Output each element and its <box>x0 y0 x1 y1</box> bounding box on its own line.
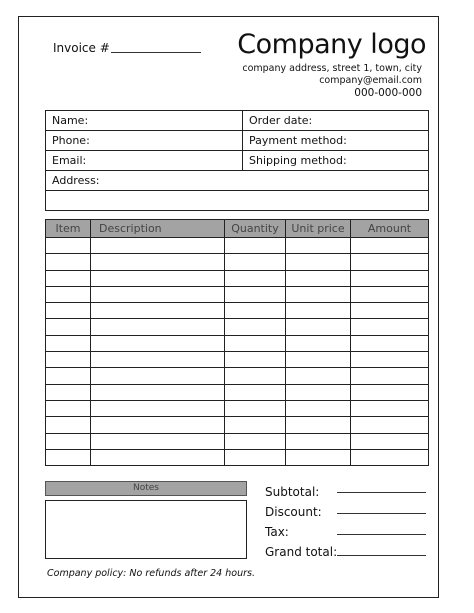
invoice-number-label: Invoice # <box>53 41 110 55</box>
items-body <box>46 238 429 466</box>
table-cell <box>286 286 351 302</box>
table-cell <box>46 254 91 270</box>
table-cell <box>225 335 286 351</box>
table-cell <box>46 368 91 384</box>
table-cell <box>91 335 225 351</box>
table-row <box>46 335 429 351</box>
phone-field: Phone: <box>46 131 243 151</box>
table-cell <box>225 400 286 416</box>
company-email: company@email.com <box>319 75 422 86</box>
table-cell <box>225 238 286 254</box>
table-cell <box>286 270 351 286</box>
order-date-field: Order date: <box>243 111 429 131</box>
table-cell <box>46 335 91 351</box>
table-cell <box>91 286 225 302</box>
table-cell <box>286 254 351 270</box>
table-cell <box>91 433 225 449</box>
table-cell <box>286 319 351 335</box>
table-cell <box>46 270 91 286</box>
subtotal-line <box>337 492 426 493</box>
table-cell <box>351 270 429 286</box>
table-cell <box>46 286 91 302</box>
col-unit-price: Unit price <box>286 220 351 238</box>
table-cell <box>351 400 429 416</box>
table-cell <box>286 433 351 449</box>
address-field: Address: <box>46 171 429 191</box>
table-cell <box>351 368 429 384</box>
subtotal-label: Subtotal: <box>265 485 320 499</box>
table-row <box>46 254 429 270</box>
tax-line <box>337 534 426 535</box>
table-row <box>46 270 429 286</box>
table-cell <box>225 449 286 465</box>
table-cell <box>351 335 429 351</box>
table-cell <box>91 303 225 319</box>
table-cell <box>225 433 286 449</box>
table-cell <box>225 417 286 433</box>
notes-box <box>45 500 247 559</box>
table-cell <box>91 238 225 254</box>
col-item: Item <box>46 220 91 238</box>
table-row <box>46 384 429 400</box>
table-row <box>46 238 429 254</box>
table-cell <box>46 400 91 416</box>
table-cell <box>91 319 225 335</box>
table-row <box>46 352 429 368</box>
table-cell <box>286 238 351 254</box>
table-cell <box>91 417 225 433</box>
email-field: Email: <box>46 151 243 171</box>
table-cell <box>91 352 225 368</box>
table-cell <box>225 303 286 319</box>
table-cell <box>46 417 91 433</box>
table-cell <box>351 286 429 302</box>
col-description: Description <box>91 220 225 238</box>
table-cell <box>351 238 429 254</box>
company-policy: Company policy: No refunds after 24 hours. <box>47 568 255 579</box>
table-row <box>46 286 429 302</box>
table-cell <box>91 254 225 270</box>
table-cell <box>46 433 91 449</box>
invoice-number-line <box>111 52 201 53</box>
company-address: company address, street 1, town, city <box>242 63 422 74</box>
table-cell <box>225 319 286 335</box>
table-row <box>46 368 429 384</box>
payment-method-field: Payment method: <box>243 131 429 151</box>
table-cell <box>286 384 351 400</box>
table-cell <box>286 400 351 416</box>
items-table <box>45 219 429 466</box>
table-cell <box>225 368 286 384</box>
table-cell <box>351 417 429 433</box>
tax-label: Tax: <box>265 525 289 539</box>
table-cell <box>286 335 351 351</box>
table-cell <box>225 254 286 270</box>
grand-total-line <box>337 555 426 556</box>
table-cell <box>91 400 225 416</box>
table-cell <box>91 368 225 384</box>
table-cell <box>91 384 225 400</box>
table-row <box>46 400 429 416</box>
table-cell <box>351 384 429 400</box>
table-cell <box>286 352 351 368</box>
table-cell <box>46 303 91 319</box>
table-cell <box>46 449 91 465</box>
table-cell <box>286 449 351 465</box>
table-row <box>46 417 429 433</box>
grand-total-label: Grand total: <box>265 545 338 559</box>
table-cell <box>351 319 429 335</box>
table-row <box>46 319 429 335</box>
table-cell <box>91 449 225 465</box>
table-cell <box>46 384 91 400</box>
discount-line <box>337 513 426 514</box>
col-quantity: Quantity <box>225 220 286 238</box>
table-cell <box>351 449 429 465</box>
address-line <box>46 191 429 211</box>
table-cell <box>351 433 429 449</box>
company-phone: 000-000-000 <box>354 87 422 99</box>
notes-header: Notes <box>45 481 247 496</box>
table-cell <box>46 238 91 254</box>
table-cell <box>286 303 351 319</box>
name-field: Name: <box>46 111 243 131</box>
table-cell <box>225 352 286 368</box>
table-row <box>46 303 429 319</box>
table-cell <box>225 384 286 400</box>
items-header-row <box>46 220 429 238</box>
table-cell <box>351 254 429 270</box>
table-row <box>46 449 429 465</box>
table-cell <box>286 417 351 433</box>
table-cell <box>286 368 351 384</box>
table-cell <box>46 352 91 368</box>
table-cell <box>91 270 225 286</box>
table-cell <box>46 319 91 335</box>
company-logo: Company logo <box>237 29 426 60</box>
col-amount: Amount <box>351 220 429 238</box>
table-row <box>46 433 429 449</box>
table-cell <box>351 303 429 319</box>
customer-info-table <box>45 110 429 211</box>
table-cell <box>225 286 286 302</box>
table-cell <box>225 270 286 286</box>
discount-label: Discount: <box>265 505 322 519</box>
table-cell <box>351 352 429 368</box>
shipping-method-field: Shipping method: <box>243 151 429 171</box>
